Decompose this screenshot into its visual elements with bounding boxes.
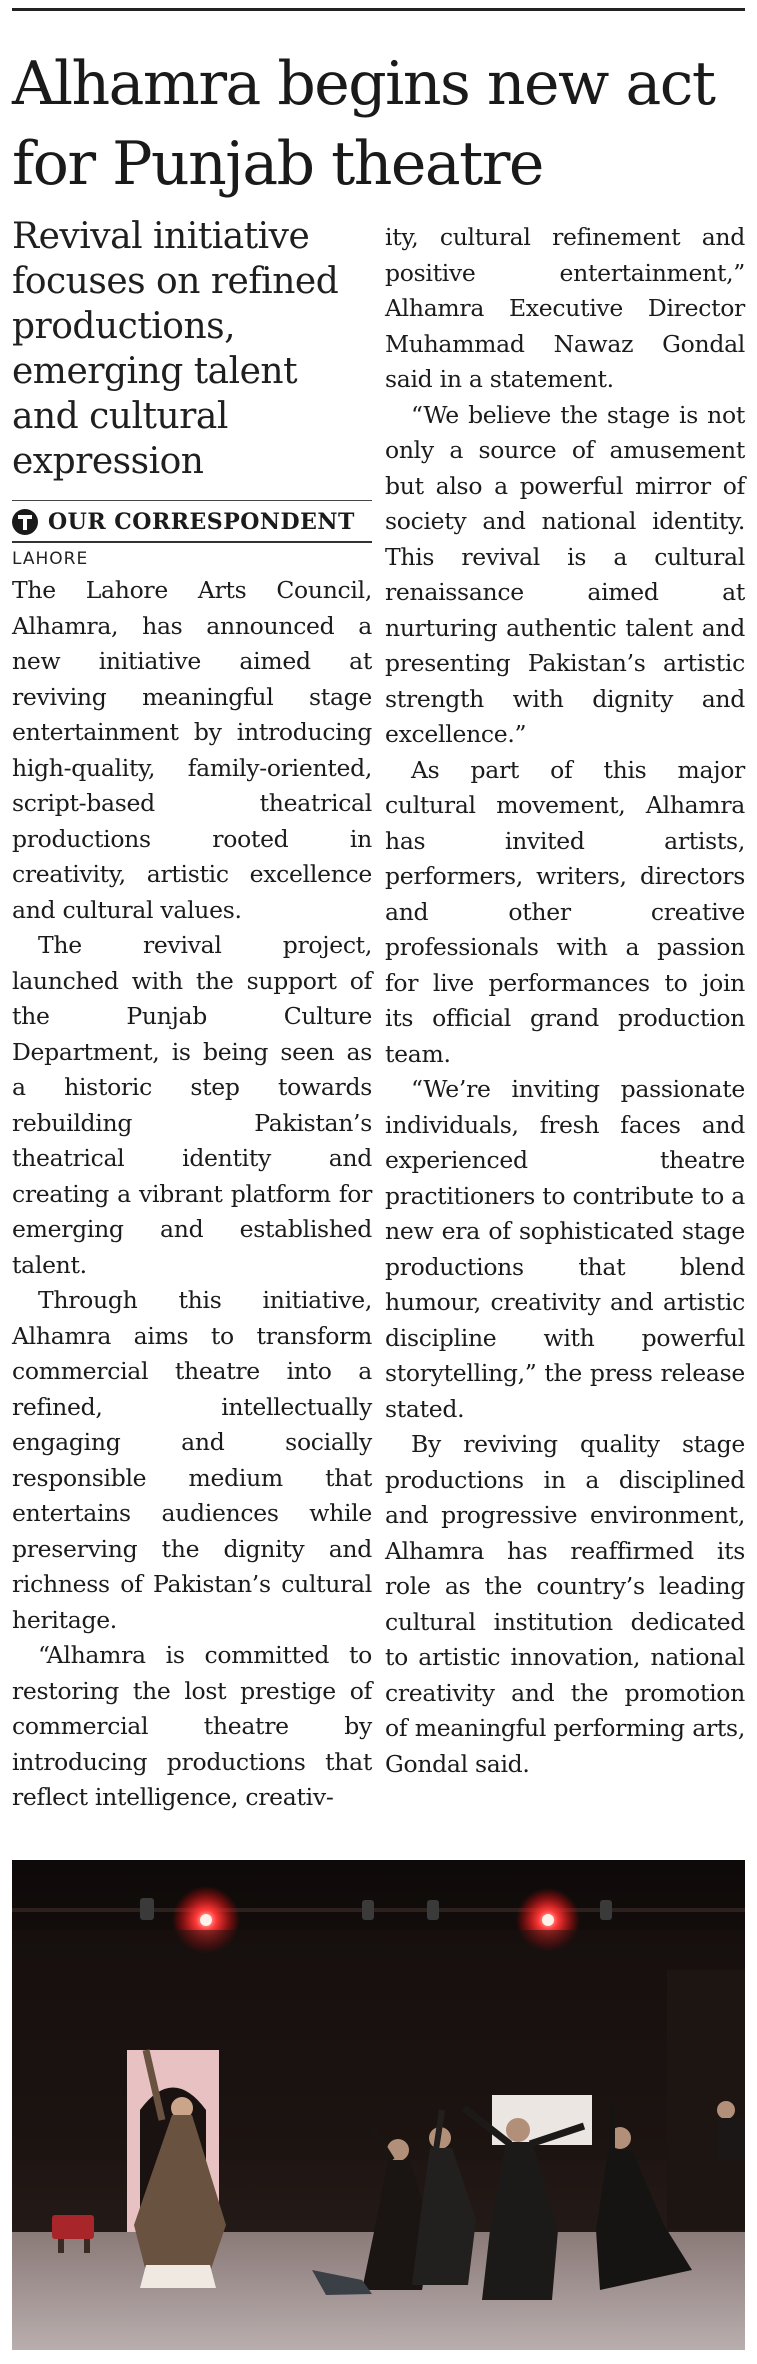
newspaper-logo-icon [12,509,38,535]
paragraph: The revival project, launched with the support of the Punjab Culture Department, is being seen as a historic step towards rebuilding Pakistan’s theatrical identity and creating a vibrant platform for emerging and established talent. [12,931,372,1279]
paragraph: “Alhamra is committed to restoring the lost prestige of commercial theatre by introducing productions that reflect intelligence, creativ- [12,1641,372,1811]
left-column [12,214,372,1816]
article-photo [12,1860,745,2350]
dateline: LAHORE [12,549,89,569]
paragraph: “We’re inviting passionate individuals, fresh faces and experienced theatre practitioners to contribute to a new era of sophisticated stage productions that blend humour, creativity and artistic discipline with powerful storytelling,” the press release stated. [385,1075,745,1423]
right-column [385,220,745,1782]
byline-text: OUR CORRESPONDENT [48,509,355,535]
paragraph: “We believe the stage is not only a source of amusement but also a powerful mirror of society and national identity. This revival is a cultural renaissance aimed at nurturing authentic talent and presenting Pakistan’s artistic strength with dignity and excellence.” [385,400,745,748]
paragraph: The Lahore Arts Council, Alhamra, has announced a new initiative aimed at reviving meaningful stage entertainment by introducing high-quality, family-oriented, script-based theatrical productions rooted in creativity, artistic excellence and cultural values. [12,576,372,924]
byline [12,501,372,543]
headline: Alhamra begins new act for Punjab theatre [12,49,715,199]
deck: Revival initiative focuses on refined productions, emerging talent and cultural expression [12,216,339,482]
top-rule [12,8,745,11]
stage-performance-photo [12,1860,745,2350]
paragraph: ity, cultural refinement and positive entertainment,” Alhamra Executive Director Muhammad Nawaz Gondal said in a statement. [385,223,745,393]
paragraph: Through this initiative, Alhamra aims to transform commercial theatre into a refined, intellectually engaging and socially responsible medium that entertains audiences while preserving the dignity and richness of Pakistan’s cultural heritage. [12,1286,372,1634]
paragraph: By reviving quality stage productions in a disciplined and progressive environment, Alhamra has reaffirmed its role as the country’s leading cultural institution dedicated to artistic innovation, national creativity and the promotion of meaningful performing arts, Gondal said. [385,1430,745,1778]
paragraph: As part of this major cultural movement, Alhamra has invited artists, performers, writers, directors and other creative professionals with a passion for live performances to join its official grand production team. [385,755,745,1068]
